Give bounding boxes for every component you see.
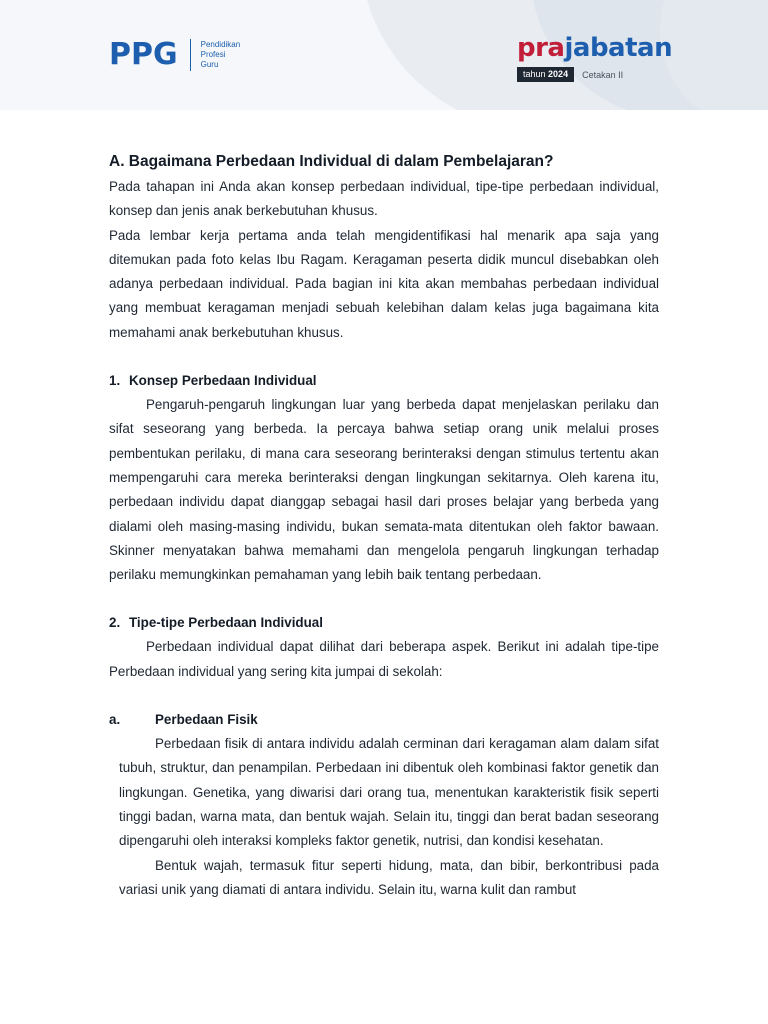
fisik-paragraph: Perbedaan fisik di antara individu adalah cerminan dari keragaman alam dalam sifat tubuh, struktur, dan penampilan. Perbedaan ini dibentuk oleh kombinasi faktor genetik dan lingkungan. Genetika, yang diwarisi dari orang tua, menentukan karakteristik fisik seperti tinggi badan, warna mata, dan bentuk wajah. Selain itu, tinggi dan berat badan seseorang dipengaruhi oleh interaksi kompleks faktor genetik, nutrisi, dan kondisi kesehatan.	[119, 736, 659, 849]
cetakan-label: Cetakan II	[582, 69, 624, 80]
subheading-tipe: 2. Tipe-tipe Perbedaan Individual	[109, 615, 323, 631]
prajabatan-edition	[517, 67, 667, 82]
fisik-paragraph: Bentuk wajah, termasuk fitur seperti hidung, mata, dan bibir, berkontribusi pada variasi unik yang diamati di antara individu. Selain itu, warna kulit dan rambut	[119, 857, 659, 897]
fisik-body	[109, 732, 659, 902]
page-header	[0, 0, 768, 110]
prajabatan-wordmark: prajabatan	[517, 33, 673, 63]
ppg-logo	[109, 38, 240, 72]
section-paragraph: Pada lembar kerja pertama anda telah mengidentifikasi hal menarik apa saja yang ditemukan pada foto kelas Ibu Ragam. Keragaman peserta didik muncul disebabkan oleh adanya perbedaan individual. Pada bagian ini kita akan membahas perbedaan individual yang membuat keragaman menjadi sebuah kelebihan dalam kelas juga bagaimana kita memahami anak berkebutuhan khusus.	[109, 227, 659, 340]
ppg-logo-divider	[190, 39, 191, 71]
subheading-konsep: 1. Konsep Perbedaan Individual	[109, 373, 317, 389]
tipe-paragraph: Perbedaan individual dapat dilihat dari beberapa aspek. Berikut ini adalah tipe-tipe Perbedaan individual yang sering kita jumpai di sekolah:	[109, 639, 659, 679]
ppg-logo-subtitle: Pendidikan Profesi Guru	[200, 40, 241, 69]
tahun-badge: tahun 2024	[517, 67, 574, 82]
ppg-logo-mark: PPG	[109, 37, 178, 72]
document-body	[109, 150, 659, 902]
subheading-fisik: a. Perbedaan Fisik	[109, 712, 258, 728]
prajabatan-logo	[517, 33, 673, 82]
konsep-paragraph: Pengaruh-pengaruh lingkungan luar yang berbeda dapat menjelaskan perilaku dan sifat seseorang yang berbeda. Ia percaya bahwa setiap orang unik melalui proses pembentukan perilaku, di mana cara seseorang berinteraksi dengan stimulus tertentu akan mempengaruhi cara mereka berinteraksi dengan lingkungan sekitarnya. Oleh karena itu, perbedaan individu dapat dianggap sebagai hasil dari proses belajar yang berbeda yang dialami oleh masing-masing individu, bukan semata-mata ditentukan oleh faktor bawaan. Skinner menyatakan bahwa memahami dan mengelola pengaruh lingkungan terhadap perilaku memungkinkan pemahaman yang lebih baik tentang perbedaan.	[109, 397, 659, 583]
section-paragraph: Pada tahapan ini Anda akan konsep perbedaan individual, tipe-tipe perbedaan individual, konsep dan jenis anak berkebutuhan khusus.	[109, 179, 659, 219]
section-heading: A. Bagaimana Perbedaan Individual di dalam Pembelajaran?	[109, 153, 554, 170]
